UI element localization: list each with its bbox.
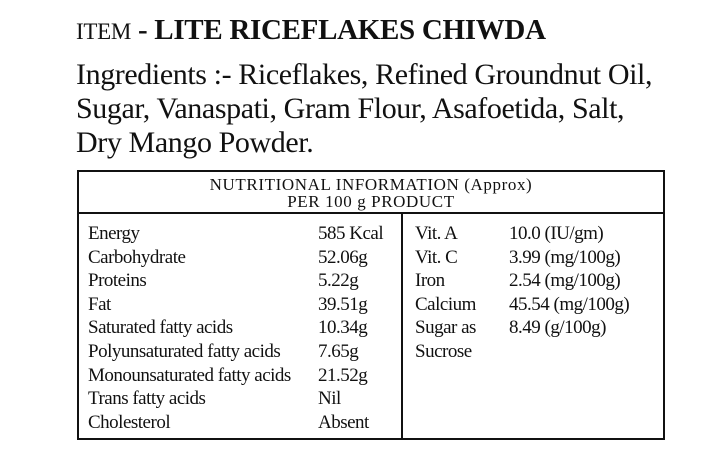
nutrient-value: 10.34g (318, 317, 368, 339)
nutrient-value: 5.22g (318, 270, 359, 292)
nutrient-name: Saturated fatty acids (88, 317, 233, 339)
nutrient-name: Monounsaturated fatty acids (88, 364, 291, 386)
nutrient-name: Vit. C (415, 246, 458, 268)
nutrient-row (88, 411, 398, 435)
nutrient-name: Trans fatty acids (88, 388, 206, 410)
ingredients-line: Ingredients :- Riceflakes, Refined Groundnut Oil, (76, 58, 653, 91)
nutrient-value: Nil (318, 388, 341, 410)
nutrient-row (88, 316, 398, 340)
nutrient-list-left (88, 222, 398, 434)
nutrient-name: Calcium (415, 293, 476, 315)
nutrient-row (415, 316, 661, 340)
nutrient-row (88, 340, 398, 364)
nutrient-value: 585 Kcal (318, 223, 384, 244)
nutrient-name: Polyunsaturated fatty acids (88, 340, 281, 362)
nutrient-row (88, 293, 398, 317)
nutrient-name: Sucrose (415, 340, 472, 362)
nutrient-value: 21.52g (318, 364, 368, 386)
nutrient-row (88, 269, 398, 293)
nutrient-name: Iron (415, 270, 445, 292)
nutrient-list-right (415, 222, 661, 364)
nutrient-name: Proteins (88, 270, 147, 292)
nutrient-row (88, 222, 398, 246)
nutrient-row (415, 222, 661, 246)
nutrient-value: 10.0 (IU/gm) (509, 223, 604, 244)
ingredients-line: Dry Mango Powder. (76, 126, 314, 159)
ingredients-line: Sugar, Vanaspati, Gram Flour, Asafoetida, Salt, (76, 92, 625, 125)
nutrient-name: Carbohydrate (88, 246, 186, 268)
title-separator: - (137, 14, 148, 46)
nutrient-name: Fat (88, 293, 111, 315)
ingredients-text (76, 58, 696, 160)
nutrient-name: Energy (88, 223, 140, 244)
nutrient-row (415, 293, 661, 317)
nutrient-value: 7.65g (318, 340, 359, 362)
nutrient-row (88, 364, 398, 388)
nutrient-value: 8.49 (g/100g) (509, 317, 606, 339)
nutrient-row (88, 387, 398, 411)
nutrient-name: Sugar as (415, 317, 476, 339)
product-title (76, 14, 546, 47)
nutrient-value: 45.54 (mg/100g) (509, 293, 630, 315)
nutrition-table (77, 170, 665, 440)
nutrition-heading: NUTRITIONAL INFORMATION (Approx) (209, 175, 533, 194)
nutrient-row (88, 246, 398, 270)
nutrient-name: Cholesterol (88, 411, 171, 433)
nutrient-name: Vit. A (415, 223, 458, 244)
nutrient-value: Absent (318, 411, 369, 433)
nutrition-table-header (79, 172, 663, 214)
nutrient-row (415, 340, 661, 364)
nutrition-subheading: PER 100 g PRODUCT (287, 192, 455, 211)
nutrient-value: 52.06g (318, 246, 368, 268)
nutrient-value: 2.54 (mg/100g) (509, 270, 621, 292)
item-prefix: ITEM (76, 19, 132, 44)
nutrient-row (415, 269, 661, 293)
column-divider (401, 212, 403, 438)
nutrient-value: 39.51g (318, 293, 368, 315)
product-name: LITE RICEFLAKES CHIWDA (154, 14, 546, 46)
nutrient-value: 3.99 (mg/100g) (509, 246, 621, 268)
nutrient-row (415, 246, 661, 270)
